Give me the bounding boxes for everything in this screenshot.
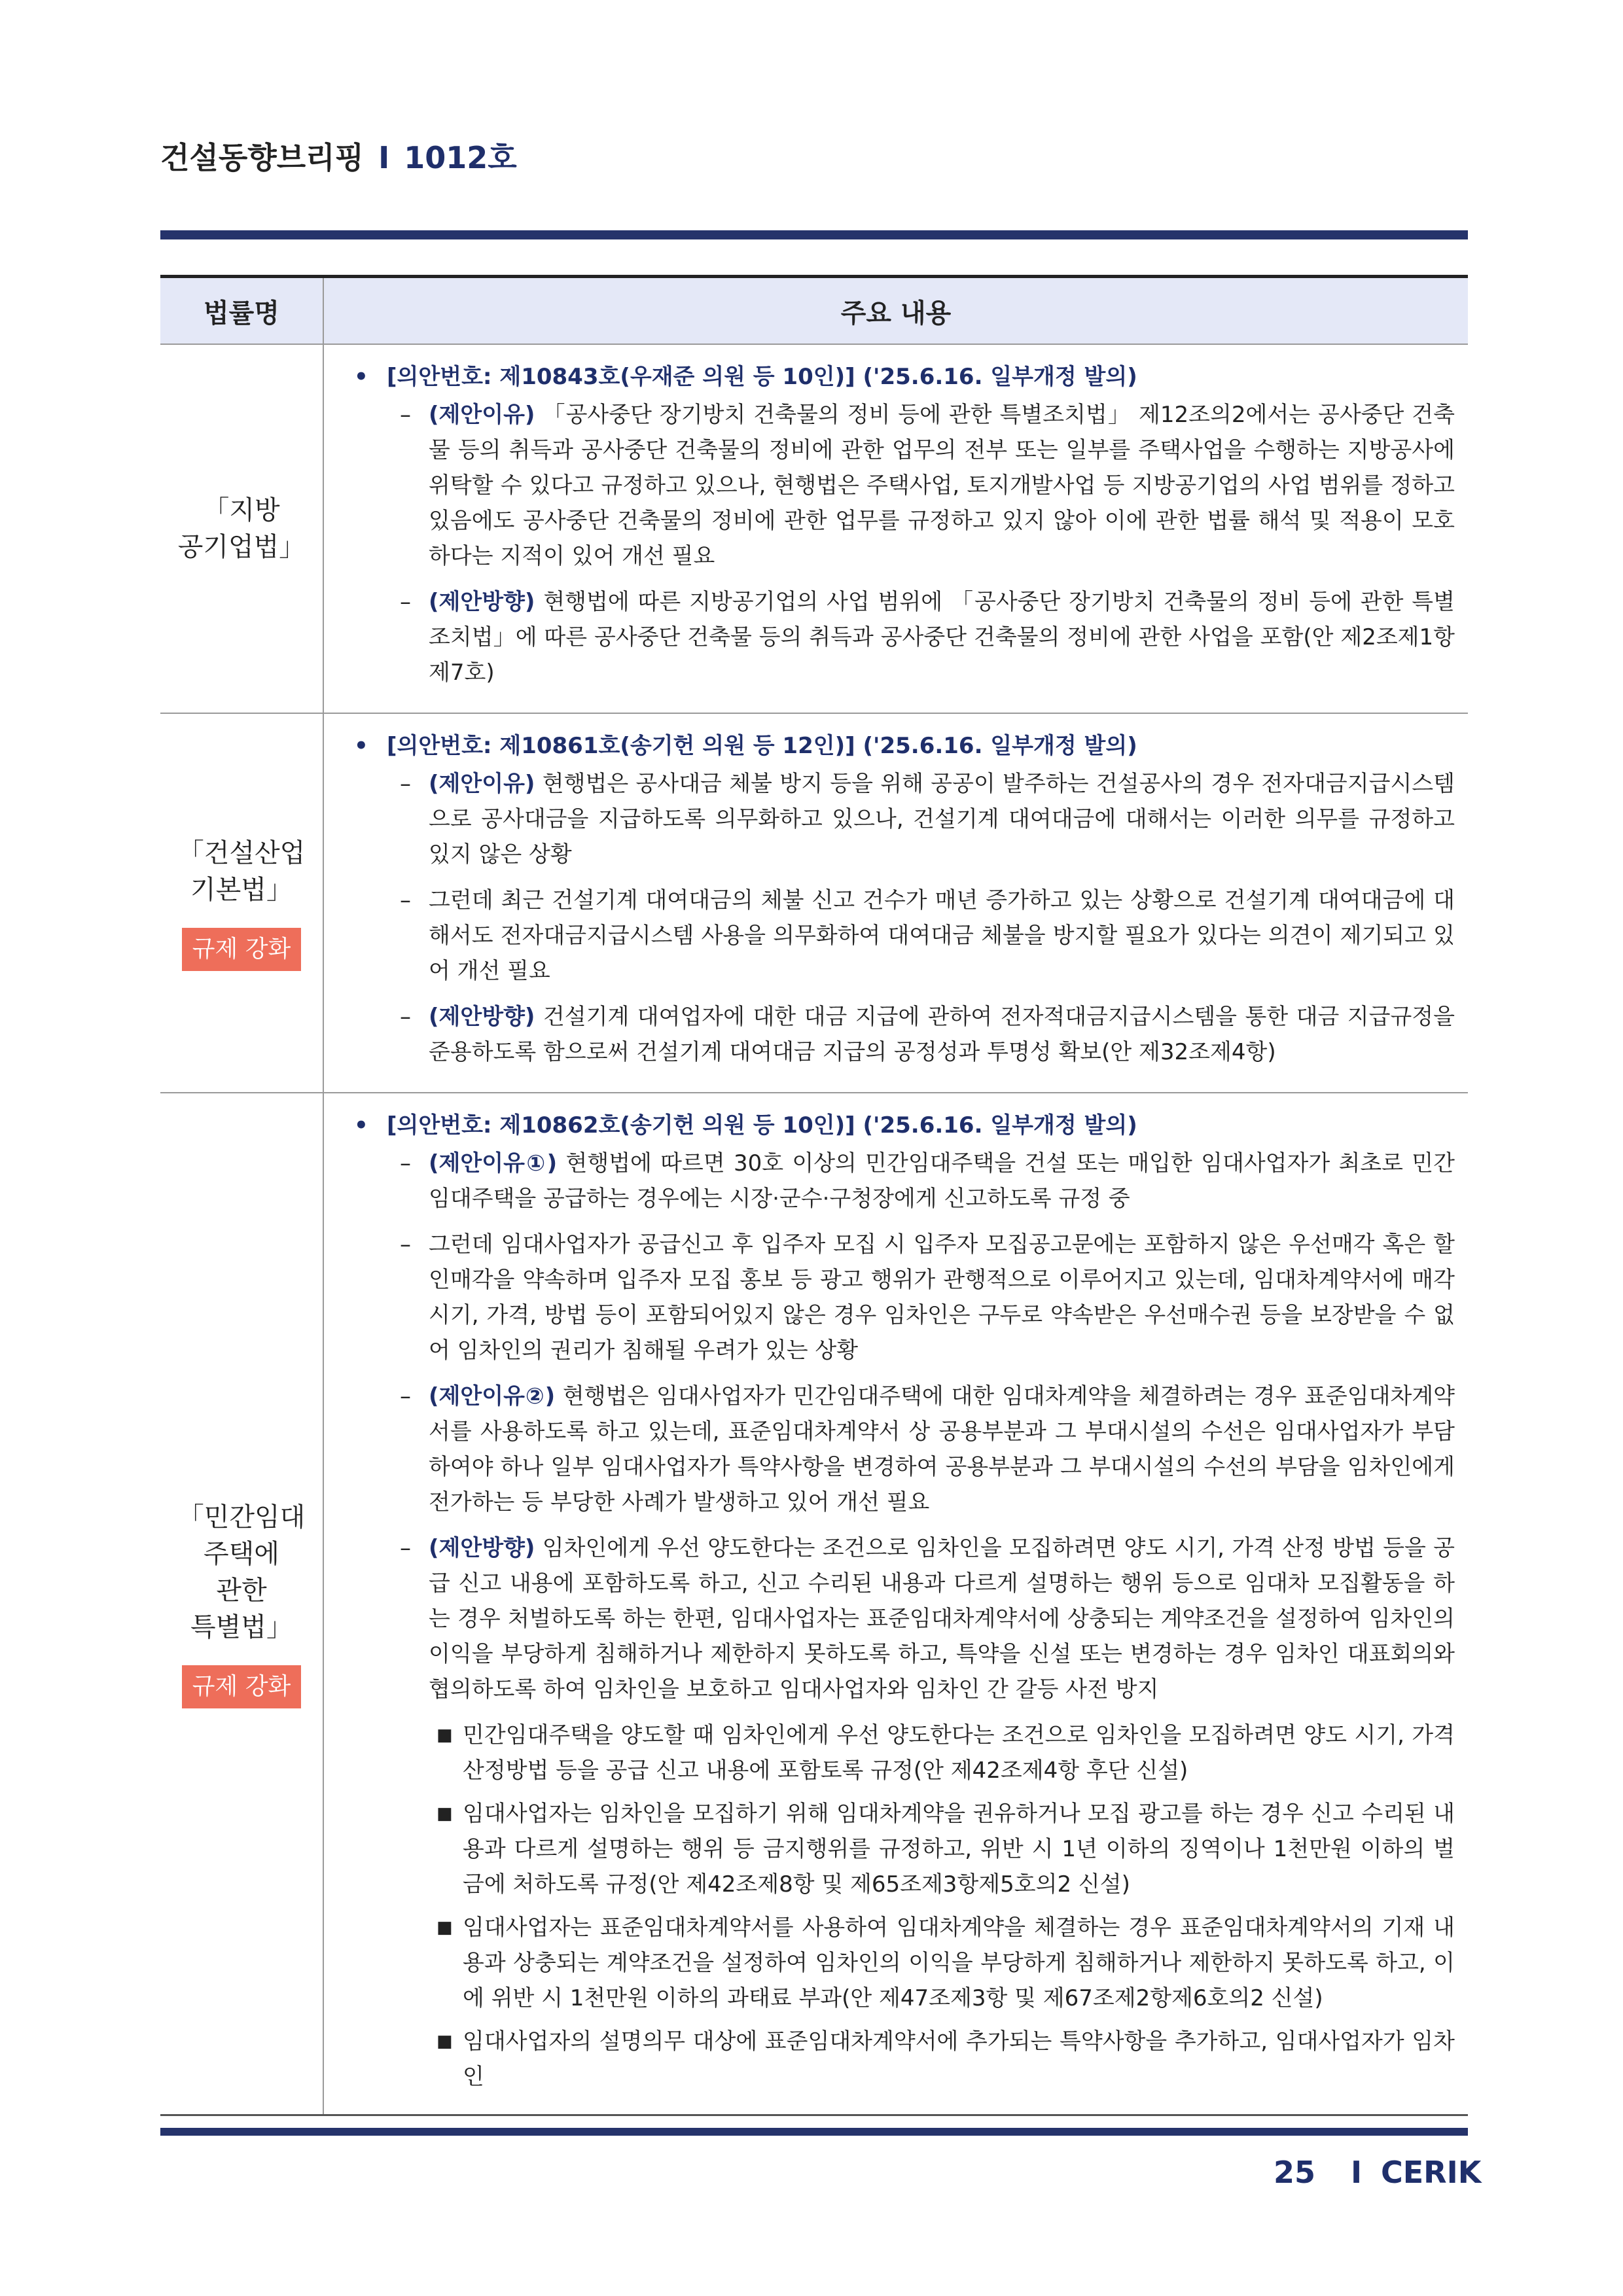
list-item: – (제안이유①) 현행법에 따르면 30호 이상의 민간임대주택을 건설 또는 매입한 임대사업자가 최초로 민간임대주택을 공급하는 경우에는 시장·군수·구청장에게 신고하도록 규정 중	[400, 1150, 1455, 1212]
content-cell	[323, 344, 1468, 713]
law-name-line: 「건설산업	[177, 838, 306, 868]
item-text: 현행법에 따르면 30호 이상의 민간임대주택을 건설 또는 매입한 임대사업자가 최초로 민간임대주택을 공급하는 경우에는 시장·군수·구청장에게 신고하도록 규정 중	[429, 1150, 1455, 1212]
regulation-tag: 규제 강화	[182, 928, 302, 971]
item-text: 그런데 임대사업자가 공급신고 후 입주자 모집 시 입주자 모집공고문에는 포함하지 않은 우선매각 혹은 할인매각을 약속하며 입주자 모집 홍보 등 광고 행위가 관행적으로 이루어지고 있는데, 임대차계약서에 매각 시기, 가격, 방법 등이 포함되어있지 않은 경우 임차인은 구두로 약속받은 우선매수권 등을 보장받을 수 없어 임차인의 권리가 침해될 우려가 있는 상황	[429, 1231, 1455, 1364]
list-item: – (제안이유②) 현행법은 임대사업자가 민간임대주택에 대한 임대차계약을 체결하려는 경우 표준임대차계약서를 사용하도록 하고 있는데, 표준임대차계약서 상 공용부분과 그 부대시설의 수선은 임대사업자가 부담하여야 하나 일부 임대사업자가 특약사항을 변경하여 공용부분과 그 부대시설의 수선의 부담을 임차인에게 전가하는 등 부당한 사례가 발생하고 있어 개선 필요	[400, 1383, 1455, 1515]
sub-item-text: 민간임대주택을 양도할 때 임차인에게 우선 양도한다는 조건으로 임차인을 모집하려면 양도 시기, 가격 산정방법 등을 공급 신고 내용에 포함토록 규정(안 제42조제4항 후단 신설)	[463, 1722, 1455, 1784]
item-text: 「공사중단 장기방치 건축물의 정비 등에 관한 특별조치법」 제12조의2에서는 공사중단 건축물 등의 취득과 공사중단 건축물의 정비에 관한 업무의 전부 또는 일부를 주택사업을 수행하는 지방공사에 위탁할 수 있다고 규정하고 있으나, 현행법은 주택사업, 토지개발사업 등 지방공기업의 사업 범위를 정하고 있음에도 공사중단 건축물의 정비에 관한 업무를 규정하고 있지 않아 이에 관한 법률 해석 및 적용이 모호하다는 지적이 있어 개선 필요	[429, 402, 1455, 569]
list-item: – 그런데 임대사업자가 공급신고 후 입주자 모집 시 입주자 모집공고문에는 포함하지 않은 우선매각 혹은 할인매각을 약속하며 입주자 모집 홍보 등 광고 행위가 관행적으로 이루어지고 있는데, 임대차계약서에 매각 시기, 가격, 방법 등이 포함되어있지 않은 경우 임차인은 구두로 약속받은 우선매수권 등을 보장받을 수 없어 임차인의 권리가 침해될 우려가 있는 상황	[400, 1231, 1455, 1364]
content-cell	[323, 713, 1468, 1093]
list-item: – (제안방향) 현행법에 따른 지방공기업의 사업 범위에 「공사중단 장기방치 건축물의 정비 등에 관한 특별조치법」에 따른 공사중단 건축물 등의 취득과 공사중단 건축물의 정비에 관한 사업을 포함(안 제2조제1항제7호)	[400, 589, 1455, 686]
bill-info	[337, 1108, 1455, 1143]
sub-item-text: 임대사업자의 설명의무 대상에 표준임대차계약서에 추가되는 특약사항을 추가하고, 임대사업자가 임차인	[463, 2028, 1455, 2090]
bullet-dot-icon: •	[354, 733, 368, 759]
sub-list-item	[337, 1718, 1455, 1788]
list-item: – (제안방향) 건설기계 대여업자에 대한 대금 지급에 관하여 전자적대금지급시스템을 통한 대금 지급규정을 준용하도록 함으로써 건설기계 대여대금 지급의 공정성과 투명성 확보(안 제32조제4항)	[400, 1004, 1455, 1065]
item-text: 현행법은 공사대금 체불 방지 등을 위해 공공이 발주하는 건설공사의 경우 전자대금지급시스템으로 공사대금을 지급하도록 의무화하고 있으나, 건설기계 대여대금에 대해서는 이러한 의무를 규정하고 있지 않은 상황	[429, 771, 1455, 868]
square-bullet-icon: ■	[437, 1918, 453, 1937]
law-name-cell	[160, 713, 323, 1093]
sub-list-item	[337, 1910, 1455, 2016]
bullet-dot-icon: •	[354, 364, 368, 390]
item-text: 현행법에 따른 지방공기업의 사업 범위에 「공사중단 장기방치 건축물의 정비 등에 관한 특별조치법」에 따른 공사중단 건축물 등의 취득과 공사중단 건축물의 정비에 관한 사업을 포함(안 제2조제1항제7호)	[429, 589, 1455, 686]
sub-item-text: 임대사업자는 임차인을 모집하기 위해 임대차계약을 권유하거나 모집 광고를 하는 경우 신고 수리된 내용과 다르게 설명하는 행위 등 금지행위를 규정하고, 위반 시 1년 이하의 징역이나 1천만원 이하의 벌금에 처하도록 규정(안 제42조제8항 및 제65조제3항제5호의2 신설)	[463, 1801, 1455, 1898]
bill-info	[337, 728, 1455, 764]
list-item: – (제안이유) 「공사중단 장기방치 건축물의 정비 등에 관한 특별조치법」 제12조의2에서는 공사중단 건축물 등의 취득과 공사중단 건축물의 정비에 관한 업무의 전부 또는 일부를 주택사업을 수행하는 지방공사에 위탁할 수 있다고 규정하고 있으나, 현행법은 주택사업, 토지개발사업 등 지방공기업의 사업 범위를 정하고 있음에도 공사중단 건축물의 정비에 관한 업무를 규정하고 있지 않아 이에 관한 법률 해석 및 적용이 모호하다는 지적이 있어 개선 필요	[400, 402, 1455, 569]
table-row	[160, 1093, 1468, 2115]
list-item: – (제안방향) 임차인에게 우선 양도한다는 조건으로 임차인을 모집하려면 양도 시기, 가격 산정 방법 등을 공급 신고 내용에 포함하도록 하고, 신고 수리된 내용과 다르게 설명하는 행위 등으로 임대차 모집활동을 하는 경우 처벌하도록 하는 한편, 임대사업자는 표준임대차계약서에 상충되는 계약조건을 설정하여 임차인의 이익을 부당하게 침해하거나 제한하지 못하도록 하고, 특약을 신설 또는 변경하는 경우 임차인 대표회의와 협의하도록 하여 임차인을 보호하고 임대사업자와 임차인 간 갈등 사전 방지	[400, 1535, 1455, 1703]
bullet-dot-icon: •	[354, 1112, 368, 1139]
bill-text: [의안번호: 제10862호(송기헌 의원 등 10인)] ('25.6.16. 일부개정 발의)	[387, 1112, 1137, 1139]
law-table	[160, 275, 1468, 2116]
content-cell	[323, 1093, 1468, 2115]
item-label: (제안이유②)	[429, 1383, 556, 1409]
law-name-cell	[160, 344, 323, 713]
item-label: (제안이유)	[429, 402, 535, 428]
header-separator: I	[378, 140, 390, 175]
list-item: – (제안이유) 현행법은 공사대금 체불 방지 등을 위해 공공이 발주하는 건설공사의 경우 전자대금지급시스템으로 공사대금을 지급하도록 의무화하고 있으나, 건설기계 대여대금에 대해서는 이러한 의무를 규정하고 있지 않은 상황	[400, 771, 1455, 868]
law-name-line: 「민간임대	[177, 1502, 306, 1532]
law-name-line: 기본법」	[190, 875, 293, 905]
running-header	[160, 134, 517, 177]
bill-text: [의안번호: 제10843호(우재준 의원 등 10인)] ('25.6.16. 일부개정 발의)	[387, 364, 1137, 390]
law-name-line: 특별법」	[190, 1612, 293, 1642]
item-text: 그런데 최근 건설기계 대여대금의 체불 신고 건수가 매년 증가하고 있는 상황으로 건설기계 대여대금에 대해서도 전자대금지급시스템 사용을 의무화하여 대여대금 체불을 방지할 필요가 있다는 의견이 제기되고 있어 개선 필요	[429, 887, 1455, 984]
column-header-main-content: 주요 내용	[323, 277, 1468, 345]
square-bullet-icon: ■	[437, 2032, 453, 2051]
regulation-tag: 규제 강화	[182, 1665, 302, 1708]
footer-separator: I	[1351, 2155, 1363, 2190]
law-name-cell	[160, 1093, 323, 2115]
table-row	[160, 713, 1468, 1093]
publication-title: 건설동향브리핑	[160, 140, 365, 175]
item-text: 임차인에게 우선 양도한다는 조건으로 임차인을 모집하려면 양도 시기, 가격 산정 방법 등을 공급 신고 내용에 포함하도록 하고, 신고 수리된 내용과 다르게 설명하는 행위 등으로 임대차 모집활동을 하는 경우 처벌하도록 하는 한편, 임대사업자는 표준임대차계약서에 상충되는 계약조건을 설정하여 임차인의 이익을 부당하게 침해하거나 제한하지 못하도록 하고, 특약을 신설 또는 변경하는 경우 임차인 대표회의와 협의하도록 하여 임차인을 보호하고 임대사업자와 임차인 간 갈등 사전 방지	[429, 1535, 1455, 1703]
list-item: – 그런데 최근 건설기계 대여대금의 체불 신고 건수가 매년 증가하고 있는 상황으로 건설기계 대여대금에 대해서도 전자대금지급시스템 사용을 의무화하여 대여대금 체불을 방지할 필요가 있다는 의견이 제기되고 있어 개선 필요	[400, 887, 1455, 984]
bill-text: [의안번호: 제10861호(송기헌 의원 등 12인)] ('25.6.16. 일부개정 발의)	[387, 733, 1137, 759]
footer-rule	[160, 2128, 1468, 2136]
law-name-line: 공기업법」	[177, 532, 306, 562]
law-name-line: 「지방	[203, 495, 280, 525]
issue-number: 1012호	[404, 140, 517, 175]
sub-list-item	[337, 1796, 1455, 1902]
square-bullet-icon: ■	[437, 1725, 453, 1745]
square-bullet-icon: ■	[437, 1804, 453, 1824]
sub-list-item	[337, 2024, 1455, 2094]
bill-info	[337, 359, 1455, 395]
page-number: 25	[1274, 2155, 1316, 2190]
item-text: 현행법은 임대사업자가 민간임대주택에 대한 임대차계약을 체결하려는 경우 표준임대차계약서를 사용하도록 하고 있는데, 표준임대차계약서 상 공용부분과 그 부대시설의 수선은 임대사업자가 부담하여야 하나 일부 임대사업자가 특약사항을 변경하여 공용부분과 그 부대시설의 수선의 부담을 임차인에게 전가하는 등 부당한 사례가 발생하고 있어 개선 필요	[429, 1383, 1455, 1515]
table-row	[160, 344, 1468, 713]
item-label: (제안이유①)	[429, 1150, 558, 1176]
table-header-row	[160, 277, 1468, 345]
column-header-law-name: 법률명	[160, 277, 323, 345]
law-name-line: 관한	[216, 1576, 267, 1606]
item-label: (제안방향)	[429, 589, 535, 615]
sub-item-text: 임대사업자는 표준임대차계약서를 사용하여 임대차계약을 체결하는 경우 표준임대차계약서의 기재 내용과 상충되는 계약조건을 설정하여 임차인의 이익을 부당하게 침해하거나 제한하지 못하도록 하고, 이에 위반 시 1천만원 이하의 과태료 부과(안 제47조제3항 및 제67조제2항제6호의2 신설)	[463, 1915, 1455, 2011]
item-label: (제안이유)	[429, 771, 535, 797]
brand-name: CERIK	[1381, 2155, 1482, 2190]
law-name-line: 주택에	[204, 1539, 279, 1569]
item-label: (제안방향)	[429, 1004, 535, 1030]
item-label: (제안방향)	[429, 1535, 535, 1561]
header-rule	[160, 230, 1468, 239]
item-text: 건설기계 대여업자에 대한 대금 지급에 관하여 전자적대금지급시스템을 통한 대금 지급규정을 준용하도록 함으로써 건설기계 대여대금 지급의 공정성과 투명성 확보(안 제32조제4항)	[429, 1004, 1455, 1065]
